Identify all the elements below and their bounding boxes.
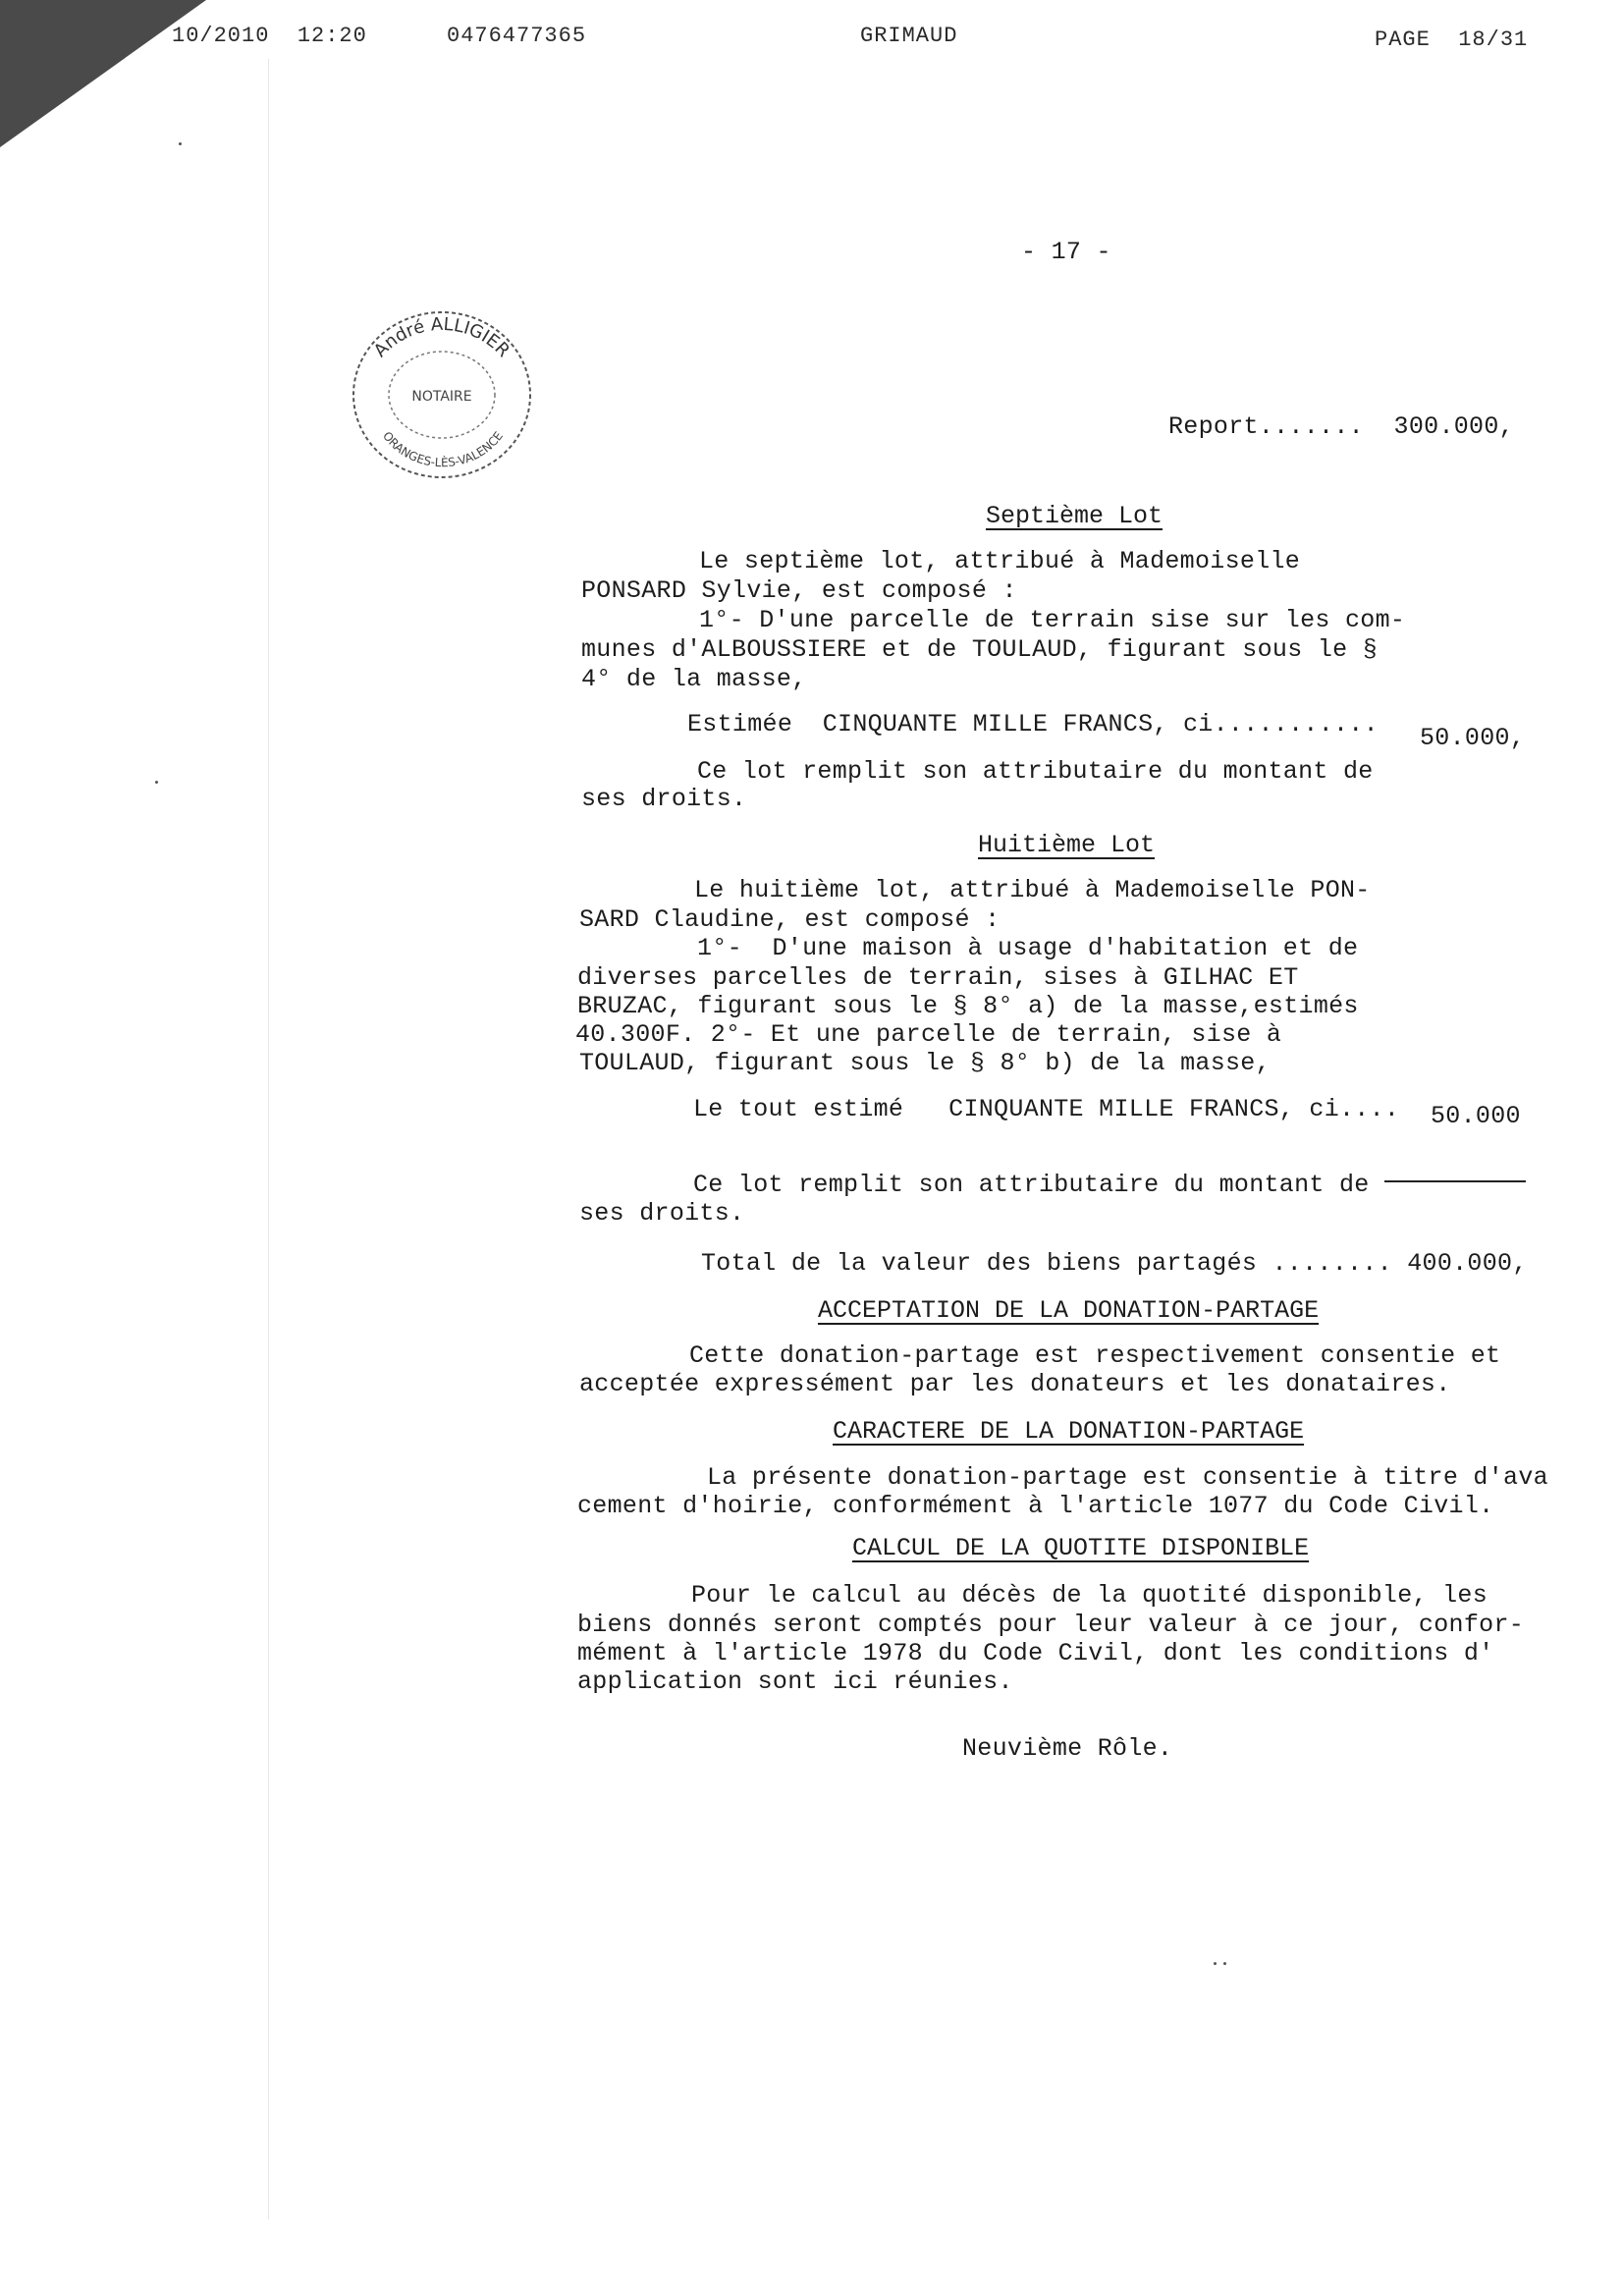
scan-speck <box>179 142 182 145</box>
calcul-line: Pour le calcul au décès de la quotité disponible, les <box>691 1581 1488 1610</box>
lot8-line: Le huitième lot, attribué à Mademoiselle PON- <box>694 876 1371 904</box>
calcul-line: application sont ici réunies. <box>577 1667 1013 1696</box>
stamp-top-text: André ALLIGIER <box>369 313 514 361</box>
scan-speck <box>1214 1962 1217 1965</box>
scan-speck <box>155 781 158 784</box>
lot8-line: 40.300F. 2°- Et une parcelle de terrain, sise à <box>575 1020 1282 1049</box>
lot7-estimate-text: Estimée CINQUANTE MILLE FRANCS, ci........... <box>687 710 1379 738</box>
lot8-line: BRUZAC, figurant sous le § 8° a) de la masse,estimés <box>577 992 1359 1020</box>
lot8-line: diverses parcelles de terrain, sises à GILHAC ET <box>577 963 1299 992</box>
lot8-heading: Huitième Lot <box>978 831 1156 859</box>
fax-phone: 0476477365 <box>447 24 587 48</box>
acceptation-line: Cette donation-partage est respectivement consentie et <box>689 1341 1501 1370</box>
lot7-line: Le septième lot, attribué à Mademoiselle <box>699 547 1301 575</box>
fax-page: PAGE 18/31 <box>1375 27 1529 52</box>
fax-sender: GRIMAUD <box>860 24 958 48</box>
calcul-heading: CALCUL DE LA QUOTITE DISPONIBLE <box>852 1534 1310 1562</box>
lot8-line: TOULAUD, figurant sous le § 8° b) de la masse, <box>579 1049 1271 1077</box>
total-line: Total de la valeur des biens partagés ........ 400.000, <box>701 1249 1528 1278</box>
acceptation-heading: ACCEPTATION DE LA DONATION-PARTAGE <box>818 1296 1320 1325</box>
acceptation-line: acceptée expressément par les donateurs et les donataires. <box>579 1370 1451 1398</box>
calcul-line: mément à l'article 1978 du Code Civil, dont les conditions d' <box>577 1639 1494 1667</box>
lot7-line: 4° de la masse, <box>581 665 807 693</box>
stamp-bottom-text: ORANGES-LÈS-VALENCE <box>379 428 506 470</box>
caractere-line: cement d'hoirie, conformément à l'article 1077 du Code Civil. <box>577 1492 1494 1520</box>
lot8-estimate-value: 50.000 <box>1431 1102 1521 1130</box>
notary-stamp <box>346 304 538 481</box>
caractere-heading: CARACTERE DE LA DONATION-PARTAGE <box>833 1417 1305 1446</box>
lot7-line: munes d'ALBOUSSIERE et de TOULAUD, figurant sous le § <box>581 635 1379 664</box>
lot7-line: PONSARD Sylvie, est composé : <box>581 576 1017 605</box>
fax-datetime: 10/2010 12:20 <box>172 24 367 48</box>
caractere-line: La présente donation-partage est consentie à titre d'ava <box>707 1463 1548 1492</box>
lot8-closing: Ce lot remplit son attributaire du montant de <box>693 1171 1370 1199</box>
page-fold-corner <box>0 0 206 147</box>
lot8-closing: ses droits. <box>579 1199 745 1228</box>
lot7-estimate-value: 50.000, <box>1420 724 1526 752</box>
page-number: - 17 - <box>1021 238 1111 266</box>
sum-rule <box>1384 1180 1526 1182</box>
lot8-line: 1°- D'une maison à usage d'habitation et de <box>697 934 1359 962</box>
role-line: Neuvième Rôle. <box>962 1734 1173 1763</box>
lot7-heading: Septième Lot <box>986 502 1163 530</box>
lot7-line: 1°- D'une parcelle de terrain sise sur les com- <box>699 606 1406 634</box>
scan-speck <box>1223 1962 1226 1965</box>
report-line: Report....... 300.000, <box>1168 412 1514 441</box>
lot8-estimate-text: Le tout estimé CINQUANTE MILLE FRANCS, ci.... <box>693 1095 1400 1123</box>
calcul-line: biens donnés seront comptés pour leur valeur à ce jour, confor- <box>577 1611 1525 1639</box>
lot7-closing: Ce lot remplit son attributaire du montant de <box>697 757 1374 786</box>
stamp-center-text: NOTAIRE <box>411 389 472 405</box>
lot7-closing: ses droits. <box>581 785 747 813</box>
lot8-line: SARD Claudine, est composé : <box>579 905 1001 934</box>
margin-line <box>268 59 269 2219</box>
